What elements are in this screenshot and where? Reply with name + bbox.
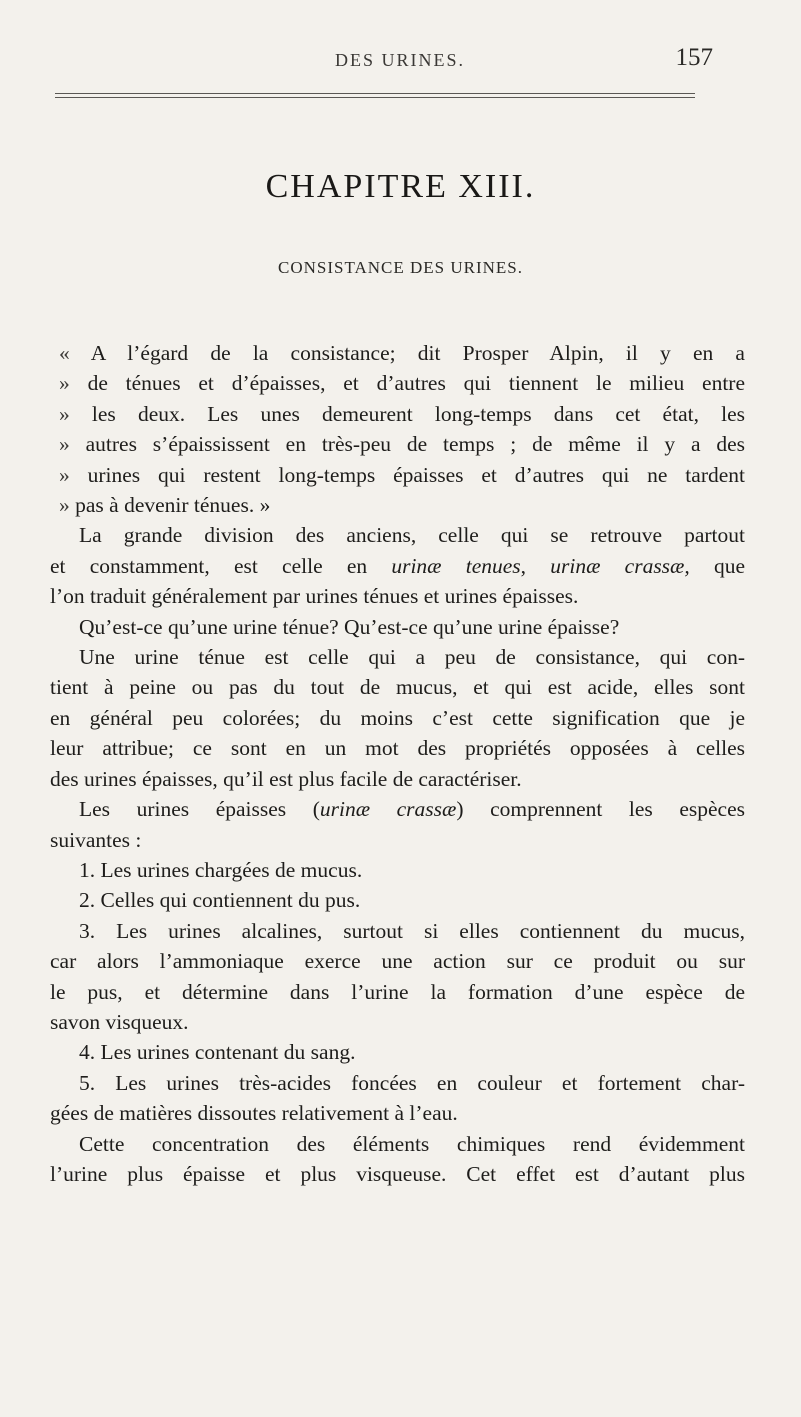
quote-mark: » xyxy=(59,493,70,518)
list-item: 4. Les urines contenant du sang. xyxy=(79,1040,356,1065)
quote-line xyxy=(50,490,745,520)
latin-term: urinæ tenues xyxy=(391,553,521,578)
paragraph-line xyxy=(50,551,745,581)
quote-mark: » xyxy=(59,401,70,426)
quote-mark: » xyxy=(59,371,70,396)
header-rule-top xyxy=(55,93,695,94)
running-head xyxy=(0,44,801,80)
text-run: Les urines épaisses ( xyxy=(79,797,320,822)
body-text xyxy=(50,338,745,1189)
quote-line xyxy=(50,429,745,459)
list-item: 1. Les urines chargées de mucus. xyxy=(79,857,363,882)
paragraph-line: tient à peine ou pas du tout de mucus, et qui est acide, elles sont xyxy=(50,675,745,700)
text-run: , xyxy=(520,553,551,578)
quote-text: autres s’épaississent en très-peu de temps ; de même il y a des xyxy=(85,432,746,457)
list-item-continuation: gées de matières dissoutes relativement à l’eau. xyxy=(50,1101,458,1126)
quote-text: urines qui restent long-temps épaisses et d’autres qui ne tardent xyxy=(87,462,745,487)
quote-line xyxy=(50,399,745,429)
quote-mark: « xyxy=(59,341,70,365)
paragraph-line: l’urine plus épaisse et plus visqueuse. Cet effet est d’autant plus xyxy=(50,1161,745,1186)
quote-mark: » xyxy=(59,432,70,457)
list-item-continuation: savon visqueux. xyxy=(50,1009,189,1034)
paragraph-line: en général peu colorées; du moins c’est cette signification que je xyxy=(50,705,745,730)
quote-mark: » xyxy=(59,462,70,487)
list-item: 2. Celles qui contiennent du pus. xyxy=(79,888,361,913)
page-number: 157 xyxy=(675,44,713,71)
quote-text: pas à devenir ténues. » xyxy=(75,493,271,518)
running-title: DES URINES. xyxy=(334,50,465,70)
text-run: ) comprennent les espèces xyxy=(456,797,745,822)
paragraph-line: suivantes : xyxy=(50,827,142,852)
quote-text: les deux. Les unes demeurent long-temps dans cet état, les xyxy=(91,401,745,426)
paragraph-line: leur attribue; ce sont en un mot des propriétés opposées à celles xyxy=(50,736,745,761)
list-item: 5. Les urines très-acides foncées en couleur et fortement char- xyxy=(79,1070,745,1095)
text-run: que xyxy=(689,553,746,578)
paragraph-line: l’on traduit généralement par urines ténues et urines épaisses. xyxy=(50,584,579,609)
latin-term: urinæ crassæ, xyxy=(550,553,690,578)
quote-text: A l’égard de la consistance; dit Prosper Alpin, il y en a xyxy=(90,341,745,365)
paragraph-line: Cette concentration des éléments chimiques rend évidemment xyxy=(79,1131,745,1156)
quote-text: de ténues et d’épaisses, et d’autres qui tiennent le milieu entre xyxy=(87,371,745,396)
list-item: 3. Les urines alcalines, surtout si elles contiennent du mucus, xyxy=(79,918,745,943)
latin-term: urinæ crassæ xyxy=(319,797,457,822)
paragraph-line: des urines épaisses, qu’il est plus facile de caractériser. xyxy=(50,766,522,791)
quote-line xyxy=(50,338,745,368)
chapter-subtitle: CONSISTANCE DES URINES. xyxy=(277,258,524,277)
text-run: et constamment, est celle en xyxy=(50,553,392,578)
chapter-heading: CHAPITRE XIII. xyxy=(265,168,536,205)
paragraph-line xyxy=(50,794,745,824)
paragraph-line: Une urine ténue est celle qui a peu de consistance, qui con- xyxy=(79,645,745,670)
paragraph-line: Qu’est-ce qu’une urine ténue? Qu’est-ce qu’une urine épaisse? xyxy=(79,614,620,639)
list-item-continuation: le pus, et détermine dans l’urine la formation d’une espèce de xyxy=(50,979,745,1004)
paragraph-line: La grande division des anciens, celle qui se retrouve partout xyxy=(79,523,745,548)
header-rule-bottom xyxy=(55,97,695,98)
quote-line xyxy=(50,460,745,490)
quote-line xyxy=(50,368,745,398)
list-item-continuation: car alors l’ammoniaque exerce une action sur ce produit ou sur xyxy=(50,949,745,974)
